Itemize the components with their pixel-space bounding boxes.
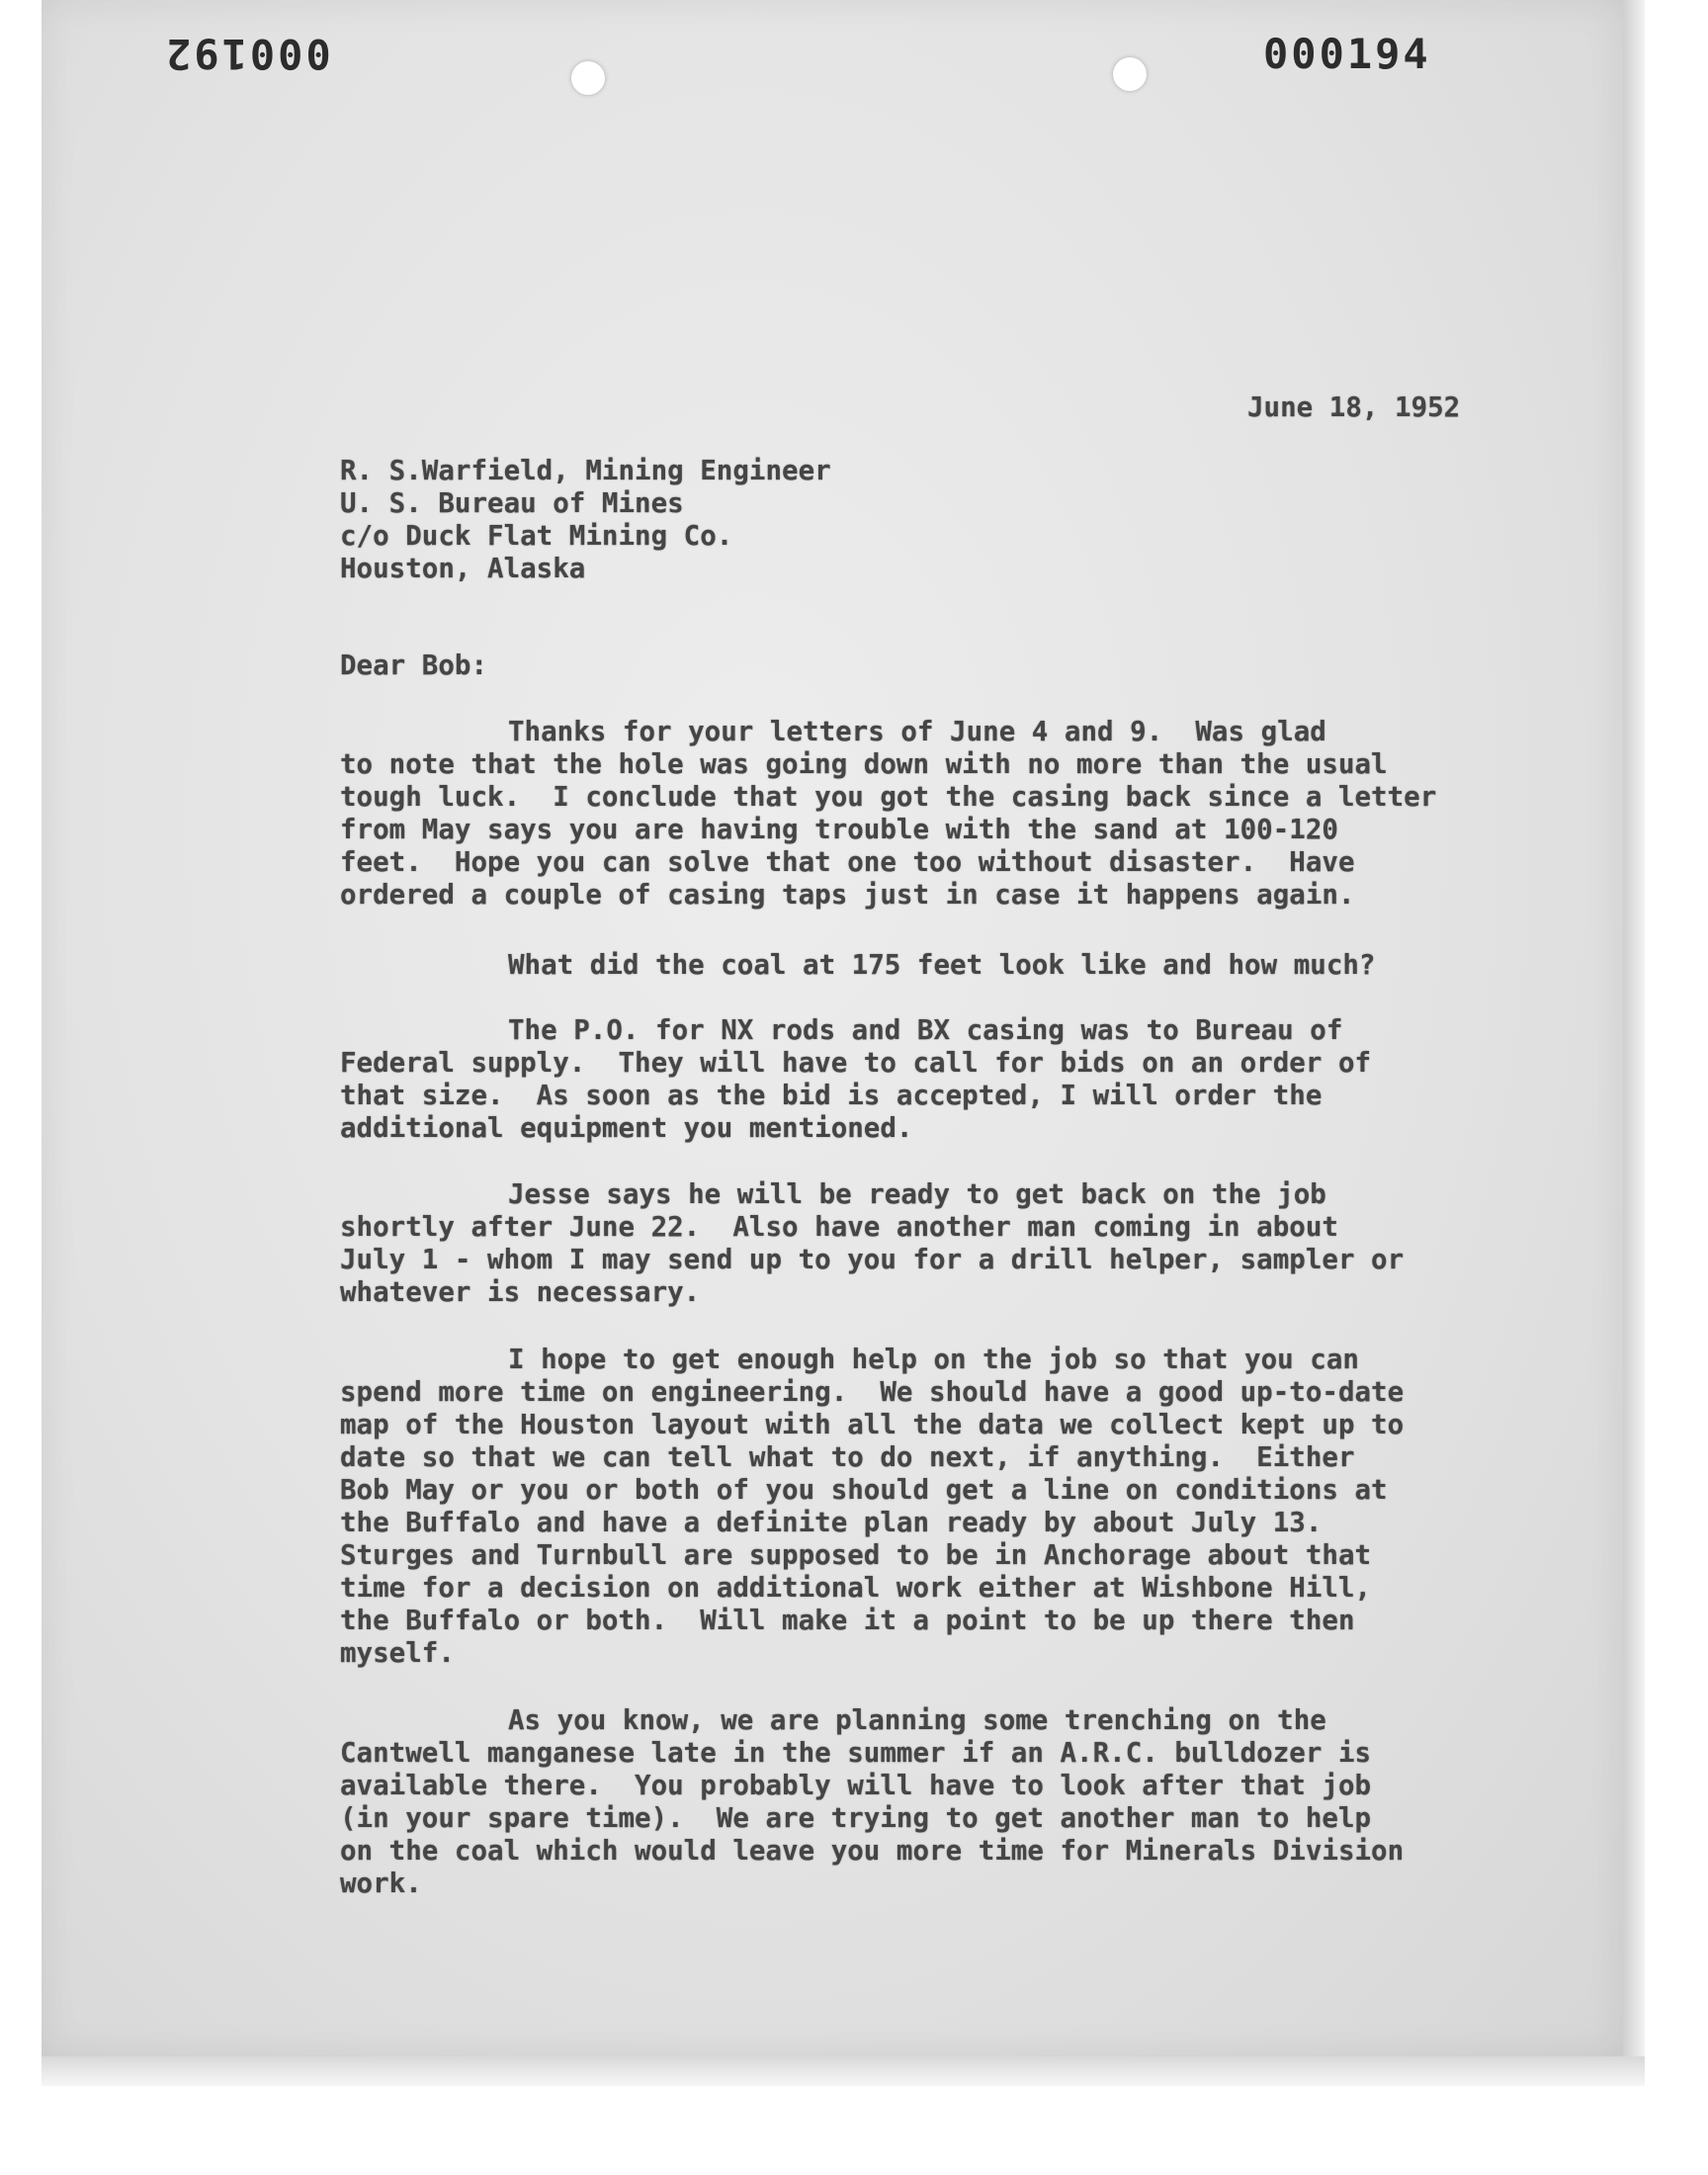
punch-hole-left: [571, 61, 605, 95]
paragraph-line: date so that we can tell what to do next, if anything. Either: [340, 1441, 1355, 1473]
paragraph-line: spend more time on engineering. We should have a good up-to-date: [340, 1376, 1405, 1408]
page-edge-right: [1623, 0, 1645, 2086]
line-text: The P.O. for NX rods and BX casing was to Bureau of: [508, 1014, 1343, 1046]
paragraph-line: [340, 1178, 1404, 1211]
letter-date: June 18, 1952: [1247, 392, 1461, 423]
paragraph-casing: [340, 716, 1436, 912]
paragraph-line: the Buffalo or both. Will make it a point to be up there then: [340, 1605, 1355, 1636]
paragraph-line: Bob May or you or both of you should get a line on conditions at: [340, 1474, 1388, 1506]
paragraph-line: tough luck. I conclude that you got the casing back since a letter: [340, 781, 1437, 813]
paragraph-purchase-order: [340, 1014, 1371, 1145]
paragraph-coal-question: [340, 949, 1376, 982]
paragraph-trenching: [340, 1704, 1404, 1900]
line-text: I hope to get enough help on the job so that you can: [508, 1344, 1359, 1375]
line-text: Jesse says he will be ready to get back on the job: [508, 1178, 1326, 1210]
paragraph-staffing: [340, 1178, 1404, 1309]
paragraph-line: time for a decision on additional work either at Wishbone Hill,: [340, 1572, 1372, 1604]
line-text: As you know, we are planning some trenching on the: [508, 1704, 1326, 1736]
paragraph-line: the Buffalo and have a definite plan ready by about July 13.: [340, 1507, 1323, 1538]
paragraph-line: [340, 1014, 1371, 1047]
paragraph-line: from May says you are having trouble with the sand at 100-120: [340, 814, 1338, 845]
paragraph-line: Federal supply. They will have to call for bids on an order of: [340, 1047, 1372, 1079]
paragraph-line: work.: [340, 1868, 422, 1899]
paragraph-line: [340, 716, 1436, 748]
address-line: Houston, Alaska: [340, 553, 586, 584]
paragraph-line: Sturges and Turnbull are supposed to be in Anchorage about that: [340, 1539, 1372, 1571]
paragraph-line: ordered a couple of casing taps just in case it happens again.: [340, 879, 1355, 911]
recipient-address: [340, 455, 831, 585]
address-line: c/o Duck Flat Mining Co.: [340, 520, 733, 552]
line-text: What did the coal at 175 feet look like and how much?: [508, 949, 1376, 981]
paragraph-engineering: [340, 1344, 1404, 1670]
paragraph-line: [340, 1704, 1404, 1737]
paragraph-line: [340, 949, 1376, 982]
paragraph-line: whatever is necessary.: [340, 1276, 701, 1308]
line-text: Thanks for your letters of June 4 and 9. Was glad: [508, 716, 1326, 747]
page-edge-bottom: [42, 2056, 1645, 2086]
paragraph-line: to note that the hole was going down with no more than the usual: [340, 748, 1388, 780]
address-line: U. S. Bureau of Mines: [340, 487, 684, 519]
paragraph-line: map of the Houston layout with all the data we collect kept up to: [340, 1409, 1405, 1440]
paragraph-line: feet. Hope you can solve that one too without disaster. Have: [340, 846, 1355, 878]
paragraph-line: that size. As soon as the bid is accepted, I will order the: [340, 1080, 1323, 1111]
paragraph-line: Cantwell manganese late in the summer if an A.R.C. bulldozer is: [340, 1737, 1372, 1769]
salutation: Dear Bob:: [340, 650, 488, 681]
paragraph-line: myself.: [340, 1637, 455, 1669]
page-number-stamp-left: 000192: [163, 30, 331, 78]
address-line: R. S.Warfield, Mining Engineer: [340, 455, 831, 486]
paragraph-line: (in your spare time). We are trying to get another man to help: [340, 1802, 1372, 1834]
paragraph-line: additional equipment you mentioned.: [340, 1112, 913, 1144]
paragraph-line: [340, 1344, 1404, 1376]
paragraph-line: July 1 - whom I may send up to you for a drill helper, sampler or: [340, 1244, 1405, 1275]
punch-hole-right: [1113, 57, 1147, 91]
paragraph-line: shortly after June 22. Also have another man coming in about: [340, 1211, 1338, 1243]
page-number-stamp-right: 000194: [1263, 30, 1431, 78]
paragraph-line: available there. You probably will have to look after that job: [340, 1770, 1372, 1801]
paragraph-line: on the coal which would leave you more time for Minerals Division: [340, 1835, 1405, 1867]
